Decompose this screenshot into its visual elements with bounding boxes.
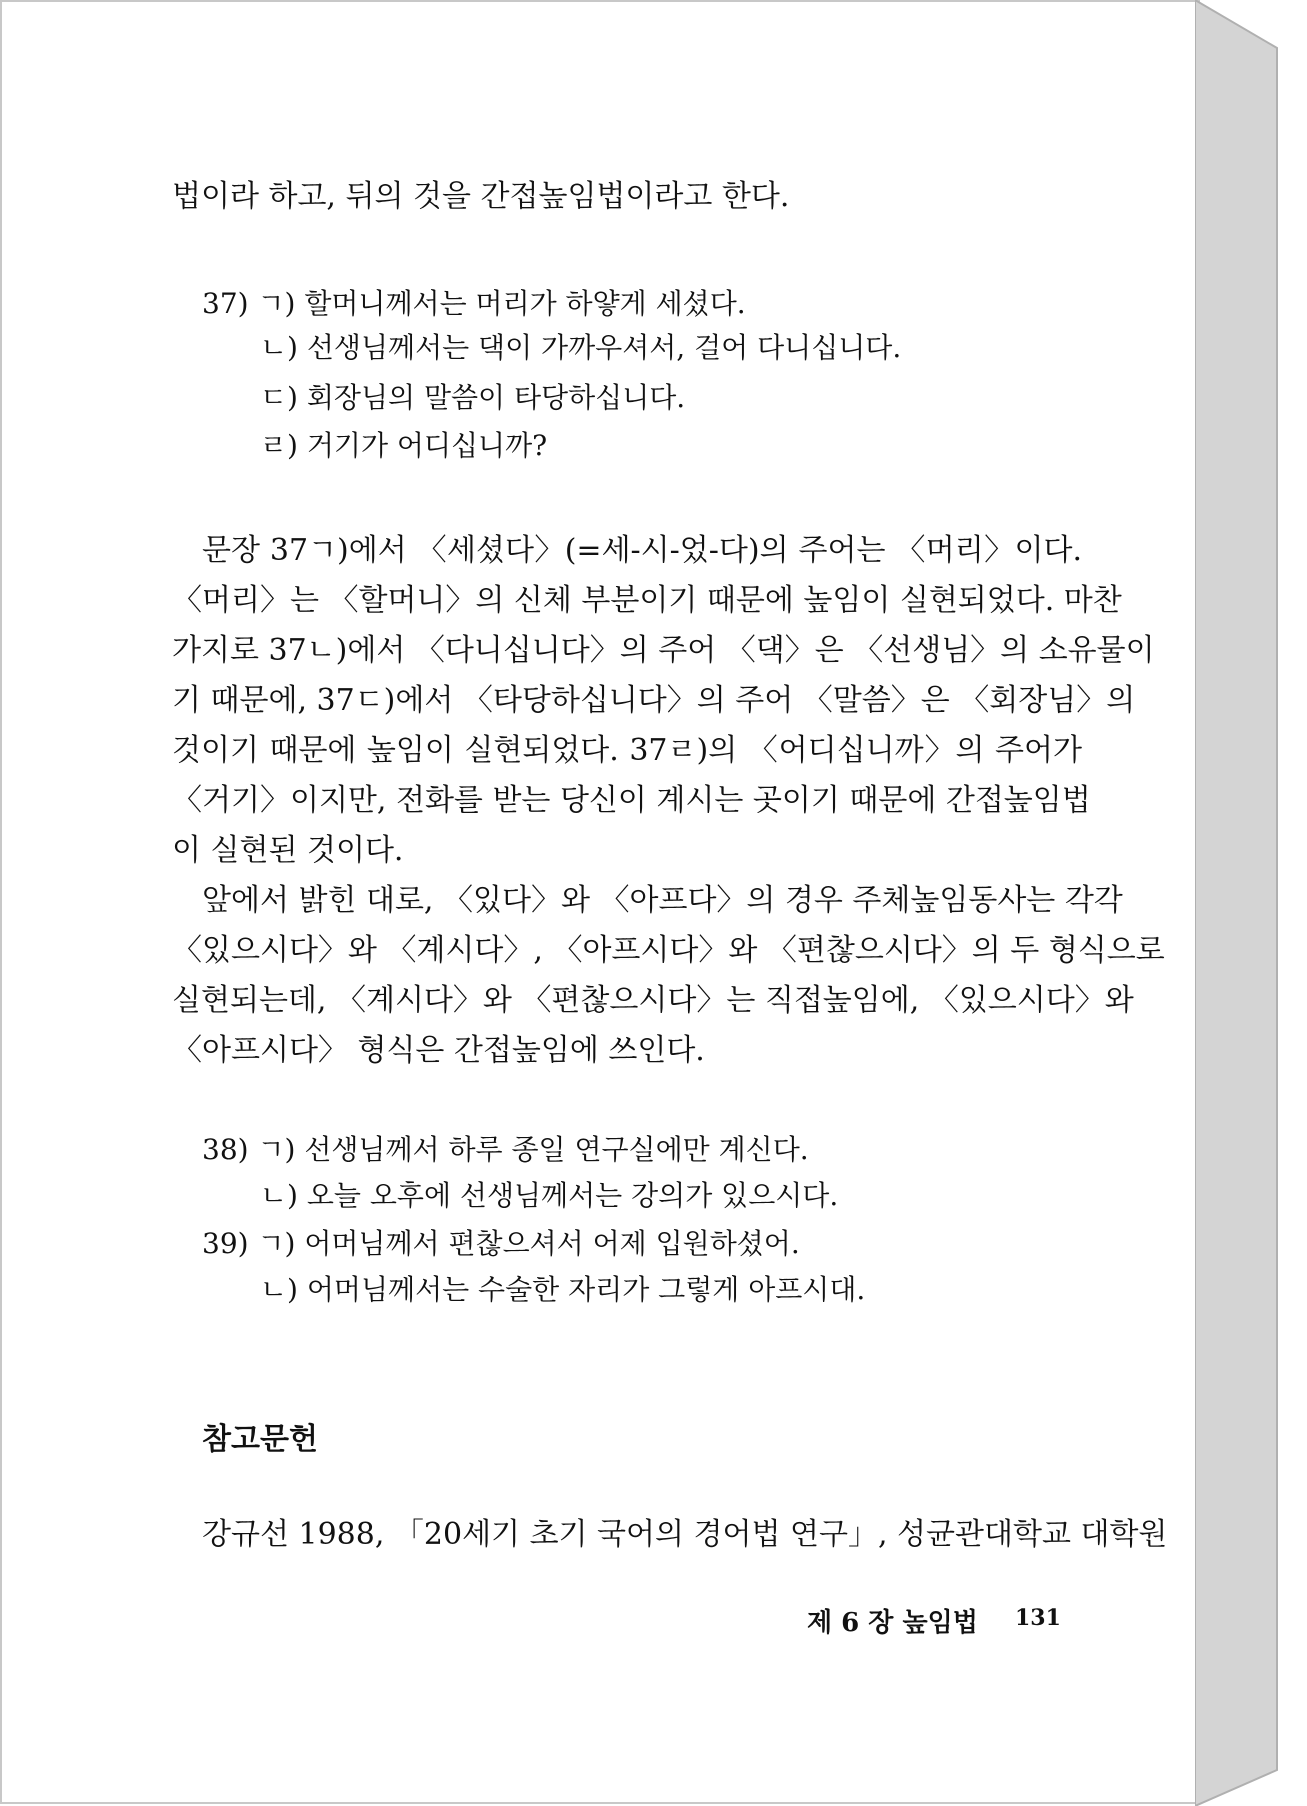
page-stack-edge	[1195, 0, 1307, 1806]
example-39b: ㄴ) 어머님께서는 수술한 자리가 그렇게 아프시대.	[260, 1273, 866, 1306]
example-37a: 37) ㄱ) 할머니께서는 머리가 하얗게 세셨다.	[202, 287, 746, 320]
paragraph-2-line-4: 〈아프시다〉 형식은 간접높임에 쓰인다.	[172, 1033, 705, 1068]
example-37b: ㄴ) 선생님께서는 댁이 가까우셔서, 걸어 다니십니다.	[260, 331, 902, 364]
paragraph-1-line-5: 것이기 때문에 높임이 실현되었다. 37ㄹ)의 〈어디십니까〉의 주어가	[172, 733, 1082, 768]
page-stack-side	[1195, 0, 1277, 1806]
paragraph-1-line-3: 가지로 37ㄴ)에서 〈다니십니다〉의 주어 〈댁〉은 〈선생님〉의 소유물이	[172, 633, 1155, 668]
paragraph-1-line-2: 〈머리〉는 〈할머니〉의 신체 부분이기 때문에 높임이 실현되었다. 마찬	[172, 583, 1122, 618]
paragraph-2-line-1: 앞에서 밝힌 대로, 〈있다〉와 〈아프다〉의 경우 주체높임동사는 각각	[202, 883, 1123, 918]
example-39a: 39) ㄱ) 어머님께서 편찮으셔서 어제 입원하셨어.	[202, 1227, 800, 1260]
references-heading: 참고문헌	[202, 1422, 318, 1457]
intro-line: 법이라 하고, 뒤의 것을 간접높임법이라고 한다.	[172, 179, 790, 214]
page-number: 131	[1015, 1605, 1061, 1631]
paragraph-1-line-7: 이 실현된 것이다.	[172, 833, 404, 868]
paragraph-1-line-1: 문장 37ㄱ)에서 〈세셨다〉(=세-시-었-다)의 주어는 〈머리〉이다.	[202, 533, 1082, 568]
paragraph-2-line-2: 〈있으시다〉와 〈계시다〉, 〈아프시다〉와 〈편찮으시다〉의 두 형식으로	[172, 933, 1165, 968]
paragraph-1-line-6: 〈거기〉이지만, 전화를 받는 당신이 계시는 곳이기 때문에 간접높임법	[172, 783, 1091, 818]
example-37c: ㄷ) 회장님의 말씀이 타당하십니다.	[260, 381, 686, 414]
example-37d: ㄹ) 거기가 어디십니까?	[260, 429, 548, 462]
example-38a: 38) ㄱ) 선생님께서 하루 종일 연구실에만 계신다.	[202, 1133, 809, 1166]
paragraph-1-line-4: 기 때문에, 37ㄷ)에서 〈타당하십니다〉의 주어 〈말씀〉은 〈회장님〉의	[172, 683, 1136, 718]
paragraph-2-line-3: 실현되는데, 〈계시다〉와 〈편찮으시다〉는 직접높임에, 〈있으시다〉와	[172, 983, 1134, 1018]
reference-entry: 강규선 1988, 「20세기 초기 국어의 경어법 연구」, 성균관대학교 대학원	[202, 1517, 1168, 1552]
footer-chapter: 제 6 장 높임법	[807, 1608, 978, 1638]
example-38b: ㄴ) 오늘 오후에 선생님께서는 강의가 있으시다.	[260, 1179, 839, 1212]
